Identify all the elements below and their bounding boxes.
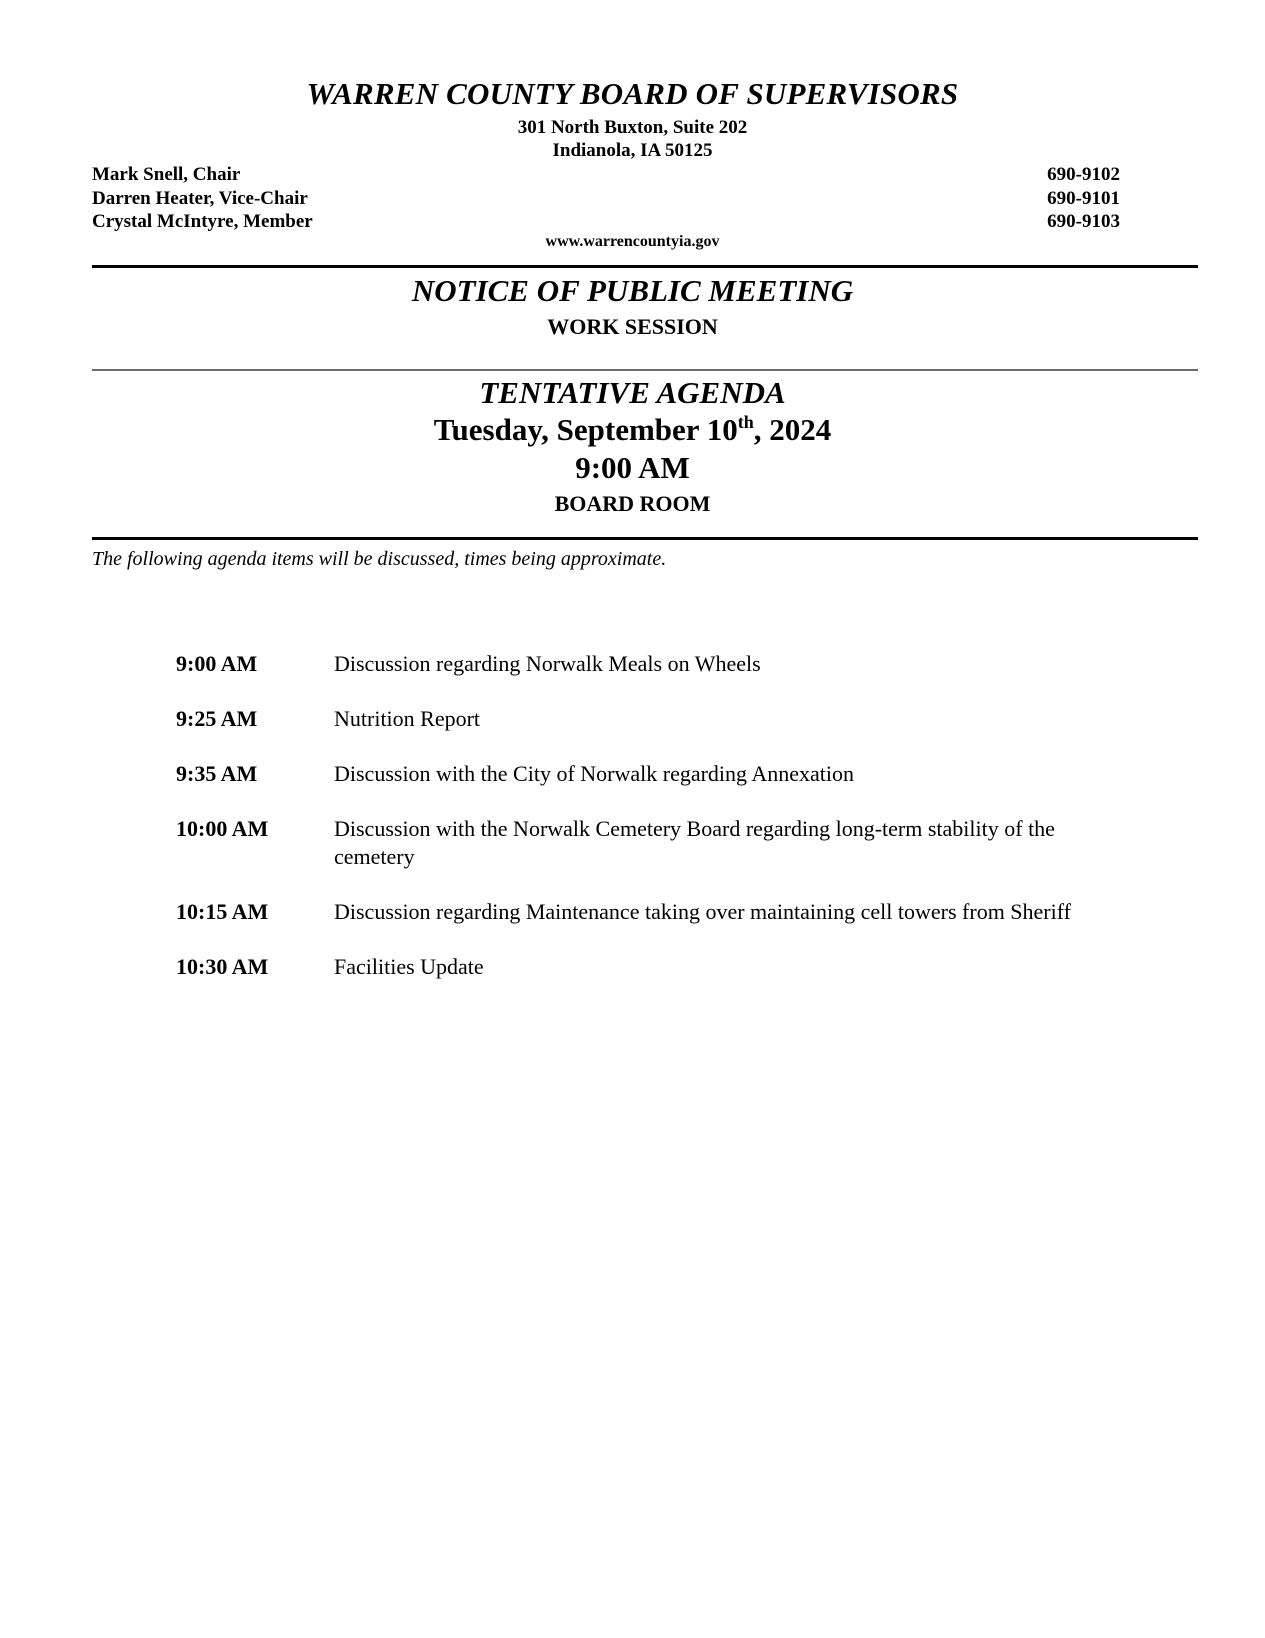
- meeting-date-year: , 2024: [753, 412, 832, 447]
- agenda-item-time: 9:25 AM: [176, 706, 258, 731]
- agenda-item-description: Facilities Update: [334, 954, 484, 979]
- notice-title: NOTICE OF PUBLIC MEETING: [411, 273, 854, 308]
- agenda-item-description: Nutrition Report: [334, 706, 481, 731]
- agenda-item-description: Discussion with the City of Norwalk regarding Annexation: [334, 761, 854, 786]
- agenda-item-time: 10:15 AM: [176, 899, 269, 924]
- member-name: Mark Snell, Chair: [92, 164, 241, 185]
- meeting-location: BOARD ROOM: [554, 491, 711, 516]
- agenda-item-description: Discussion with the Norwalk Cemetery Board regarding long-term stability of the cemetery: [334, 816, 1055, 869]
- member-name: Darren Heater, Vice-Chair: [92, 187, 308, 209]
- agenda-item-time: 9:35 AM: [176, 761, 258, 786]
- meeting-time: 9:00 AM: [575, 450, 690, 485]
- agenda-item-description: Discussion regarding Norwalk Meals on Wheels: [334, 651, 761, 676]
- divider: [92, 537, 1198, 540]
- agenda-item-time: 10:00 AM: [176, 816, 269, 841]
- member-phone: 690-9103: [1047, 211, 1120, 232]
- agenda-intro: The following agenda items will be discussed, times being approximate.: [92, 548, 667, 570]
- notice-subtitle: WORK SESSION: [547, 314, 718, 339]
- meeting-date-ordinal: th: [737, 412, 754, 432]
- agenda-item-time: 10:30 AM: [176, 954, 269, 979]
- agenda-item-time: 9:00 AM: [176, 651, 258, 676]
- member-list: [92, 163, 313, 234]
- meeting-date: [0, 412, 1265, 448]
- agenda-item-description: Discussion regarding Maintenance taking over maintaining cell towers from Sheriff: [334, 899, 1071, 924]
- member-phone: 690-9101: [1047, 187, 1120, 209]
- divider: [92, 369, 1198, 371]
- website-link[interactable]: www.warrencountyia.gov: [545, 233, 720, 250]
- agenda-item: [176, 953, 1086, 981]
- address-line-1: 301 North Buxton, Suite 202: [517, 117, 748, 138]
- agenda-item: [176, 815, 1086, 871]
- agenda-item: [176, 760, 1086, 788]
- agenda-item: [176, 705, 1086, 733]
- divider: [92, 265, 1198, 268]
- member-name: Crystal McIntyre, Member: [92, 211, 313, 232]
- agenda-item: [176, 650, 1086, 678]
- agenda-item: [176, 898, 1086, 926]
- organization-title: WARREN COUNTY BOARD OF SUPERVISORS: [306, 76, 959, 111]
- agenda-list: [176, 650, 1086, 1008]
- address-line-2: Indianola, IA 50125: [552, 140, 713, 161]
- member-phone: 690-9102: [1047, 164, 1120, 185]
- agenda-title: TENTATIVE AGENDA: [479, 375, 786, 410]
- meeting-date-main: Tuesday, September 10: [433, 412, 738, 447]
- member-phone-list: [1020, 163, 1120, 234]
